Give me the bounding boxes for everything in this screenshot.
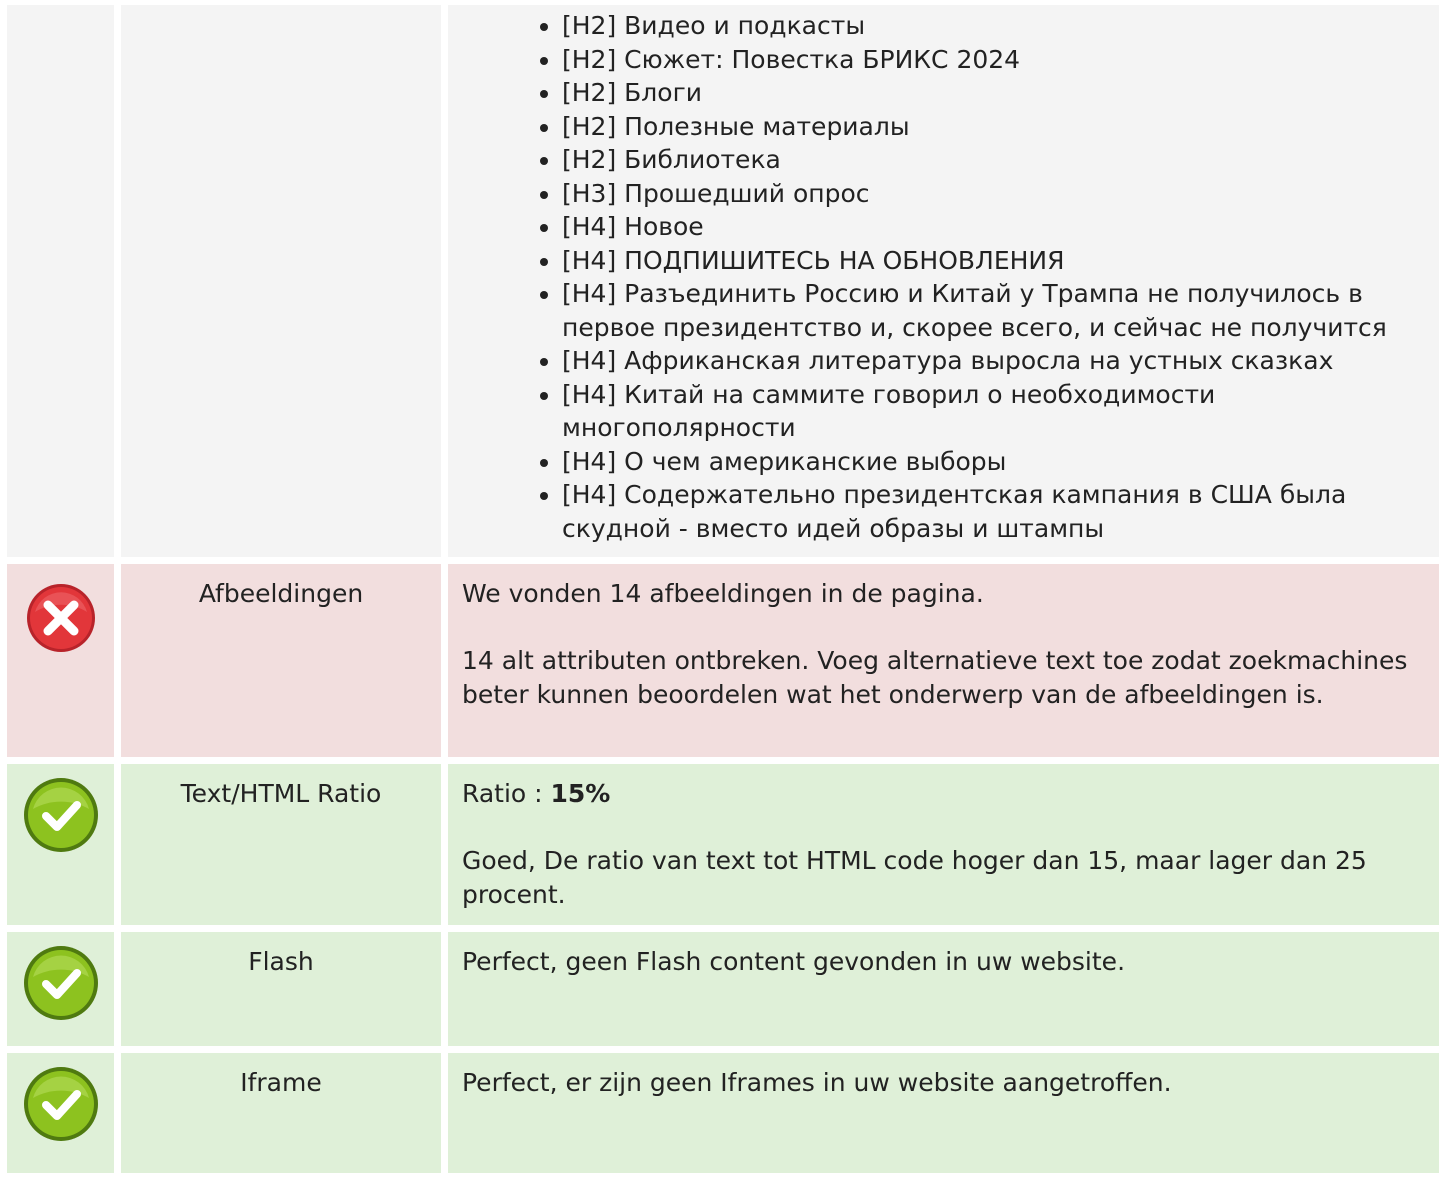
ratio-value-line [462, 777, 1425, 811]
heading-list-item: • [H2] Полезные материалы [562, 110, 1425, 144]
heading-list-item: • [H2] Сюжет: Повестка БРИКС 2024 [562, 43, 1425, 77]
heading-list-item: • [H2] Видео и подкасты [562, 9, 1425, 43]
heading-list-item: • [H4] ПОДПИШИТЕСЬ НА ОБНОВЛЕНИЯ [562, 244, 1425, 278]
images-advice-text: 14 alt attributen ontbreken. Voeg alternatieve text toe zodat zoekmachines beter kunnen beoordelen wat het onderwerp van de afbeeldingen is. [462, 646, 1408, 709]
check-label: Text/HTML Ratio [121, 764, 441, 925]
status-cell [7, 1053, 114, 1173]
check-label: Afbeeldingen [121, 564, 441, 757]
images-summary-text: We vonden 14 afbeeldingen in de pagina. [462, 579, 984, 608]
success-check-icon [22, 944, 100, 1022]
error-x-icon [25, 582, 97, 654]
flash-result-text: Perfect, geen Flash content gevonden in uw website. [462, 947, 1126, 976]
status-cell [7, 764, 114, 925]
ratio-advice-text: Goed, De ratio van text tot HTML code hoger dan 15, maar lager dan 25 procent. [462, 846, 1367, 909]
status-cell [7, 932, 114, 1046]
report-row-images [7, 564, 1439, 757]
heading-list-item: • [H4] Китай на саммите говорил о необходимости многополярности [562, 378, 1425, 445]
report-row-headings [7, 5, 1439, 557]
heading-list-item: • [H4] Разъединить Россию и Китай у Трампа не получилось в первое президентство и, скорее всего, и сейчас не получится [562, 277, 1425, 344]
success-check-icon [22, 776, 100, 854]
heading-list-item: • [H4] Африканская литература выросла на устных сказках [562, 344, 1425, 378]
report-row-flash [7, 932, 1439, 1046]
headings-list [462, 9, 1425, 545]
status-cell [7, 564, 114, 757]
heading-list-item: • [H2] Библиотека [562, 143, 1425, 177]
check-content [448, 1053, 1439, 1173]
check-content-cell [448, 5, 1439, 557]
report-row-iframe [7, 1053, 1439, 1173]
heading-list-item: • [H4] О чем американские выборы [562, 445, 1425, 479]
report-row-ratio [7, 764, 1439, 925]
ratio-value: 15% [550, 779, 611, 808]
success-check-icon [22, 1065, 100, 1143]
check-content [448, 564, 1439, 757]
heading-list-item: • [H4] Новое [562, 210, 1425, 244]
status-cell [7, 5, 114, 557]
heading-list-item: • [H4] Содержательно президентская кампания в США была скудной - вместо идей образы и штампы [562, 478, 1425, 545]
check-content [448, 932, 1439, 1046]
iframe-result-text: Perfect, er zijn geen Iframes in uw website aangetroffen. [462, 1068, 1172, 1097]
check-label-cell [121, 5, 441, 557]
ratio-prefix: Ratio : [462, 779, 551, 808]
heading-list-item: • [H2] Блоги [562, 76, 1425, 110]
check-content [448, 764, 1439, 925]
check-label: Flash [121, 932, 441, 1046]
heading-list-item: • [H3] Прошедший опрос [562, 177, 1425, 211]
check-label: Iframe [121, 1053, 441, 1173]
